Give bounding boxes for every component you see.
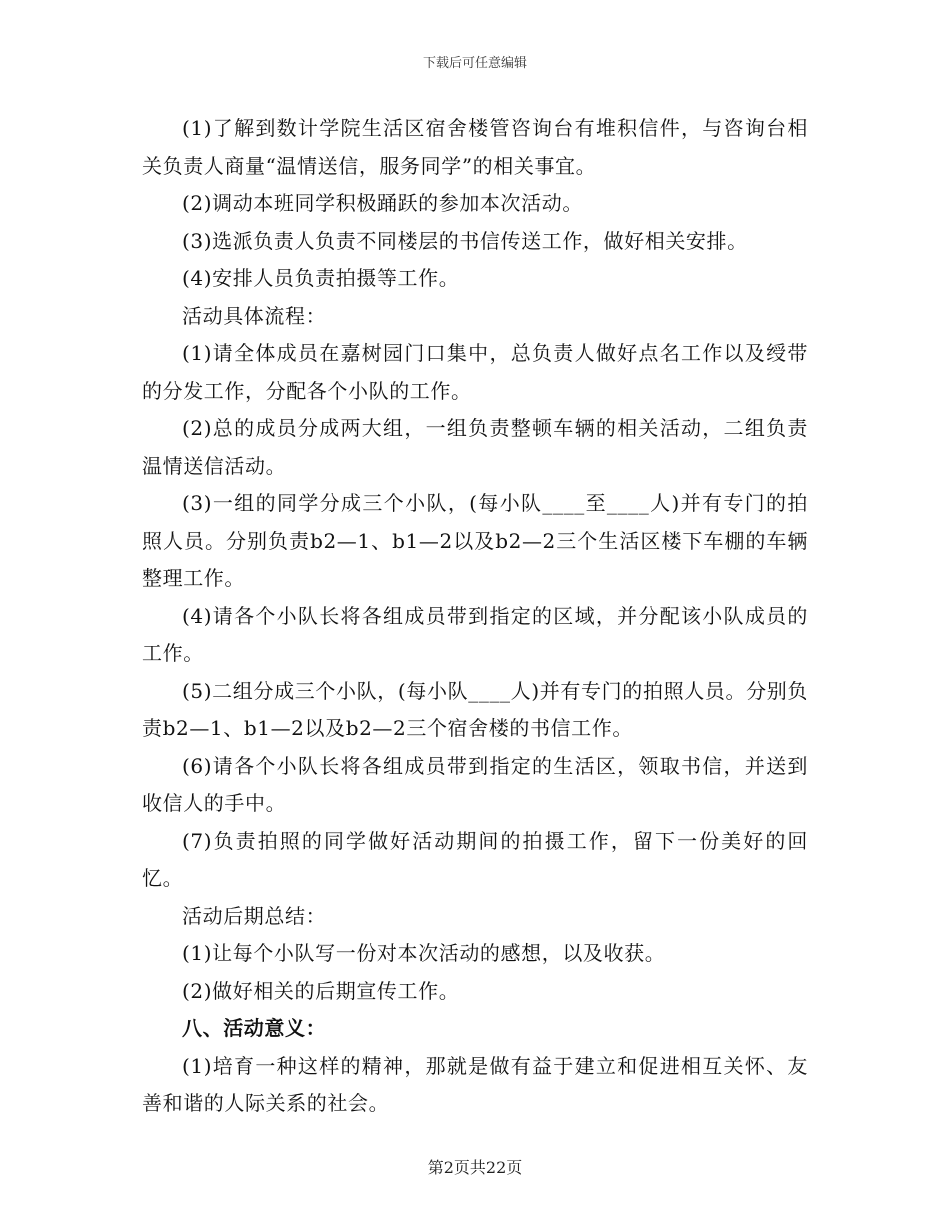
page-header: 下载后可任意编辑	[422, 56, 527, 71]
meaning-item-1: (1)培育一种这样的精神，那就是做有益于建立和促进相互关怀、友善和谐的人际关系的社会。	[142, 1053, 808, 1115]
summary-item-1: (1)让每个小队写一份对本次活动的感想，以及收获。	[182, 941, 666, 965]
summary-item-2: (2)做好相关的后期宣传工作。	[182, 978, 460, 1003]
process-item-6: (6)请各个小队长将各组成员带到指定的生活区，领取书信，并送到收信人的手中。	[142, 753, 808, 815]
process-item-1: (1)请全体成员在嘉树园门口集中，总负责人做好点名工作以及绶带的分发工作，分配各个小队的工作。	[142, 341, 808, 403]
process-heading: 活动具体流程：	[182, 303, 327, 328]
section-heading-meaning: 八、活动意义：	[182, 1016, 327, 1040]
process-item-7: (7)负责拍照的同学做好活动期间的拍摄工作，留下一份美好的回忆。	[142, 828, 808, 890]
process-item-5: (5)二组分成三个小队，(每小队____人)并有专门的拍照人员。分别负责b2—1、b1—2以及b2—2三个宿舍楼的书信工作。	[142, 678, 808, 740]
prep-item-1: (1)了解到数计学院生活区宿舍楼管咨询台有堆积信件，与咨询台相关负责人商量“温情送信，服务同学”的相关事宜。	[142, 116, 808, 178]
prep-item-3: (3)选派负责人负责不同楼层的书信传送工作，做好相关安排。	[182, 228, 748, 253]
process-item-3: (3)一组的同学分成三个小队，(每小队____至____人)并有专门的拍照人员。分别负责b2—1、b1—2以及b2—2三个生活区楼下车棚的车辆整理工作。	[142, 491, 808, 590]
prep-item-4: (4)安排人员负责拍摄等工作。	[182, 266, 460, 290]
process-item-2: (2)总的成员分成两大组，一组负责整顿车辆的相关活动，二组负责温情送信活动。	[142, 416, 808, 478]
document-body	[142, 110, 808, 1123]
prep-item-2: (2)调动本班同学积极踊跃的参加本次活动。	[182, 191, 583, 215]
summary-heading: 活动后期总结：	[182, 903, 327, 928]
page-number: 第2页共22页	[427, 1158, 523, 1177]
process-item-4: (4)请各个小队长将各组成员带到指定的区域，并分配该小队成员的工作。	[142, 603, 808, 665]
